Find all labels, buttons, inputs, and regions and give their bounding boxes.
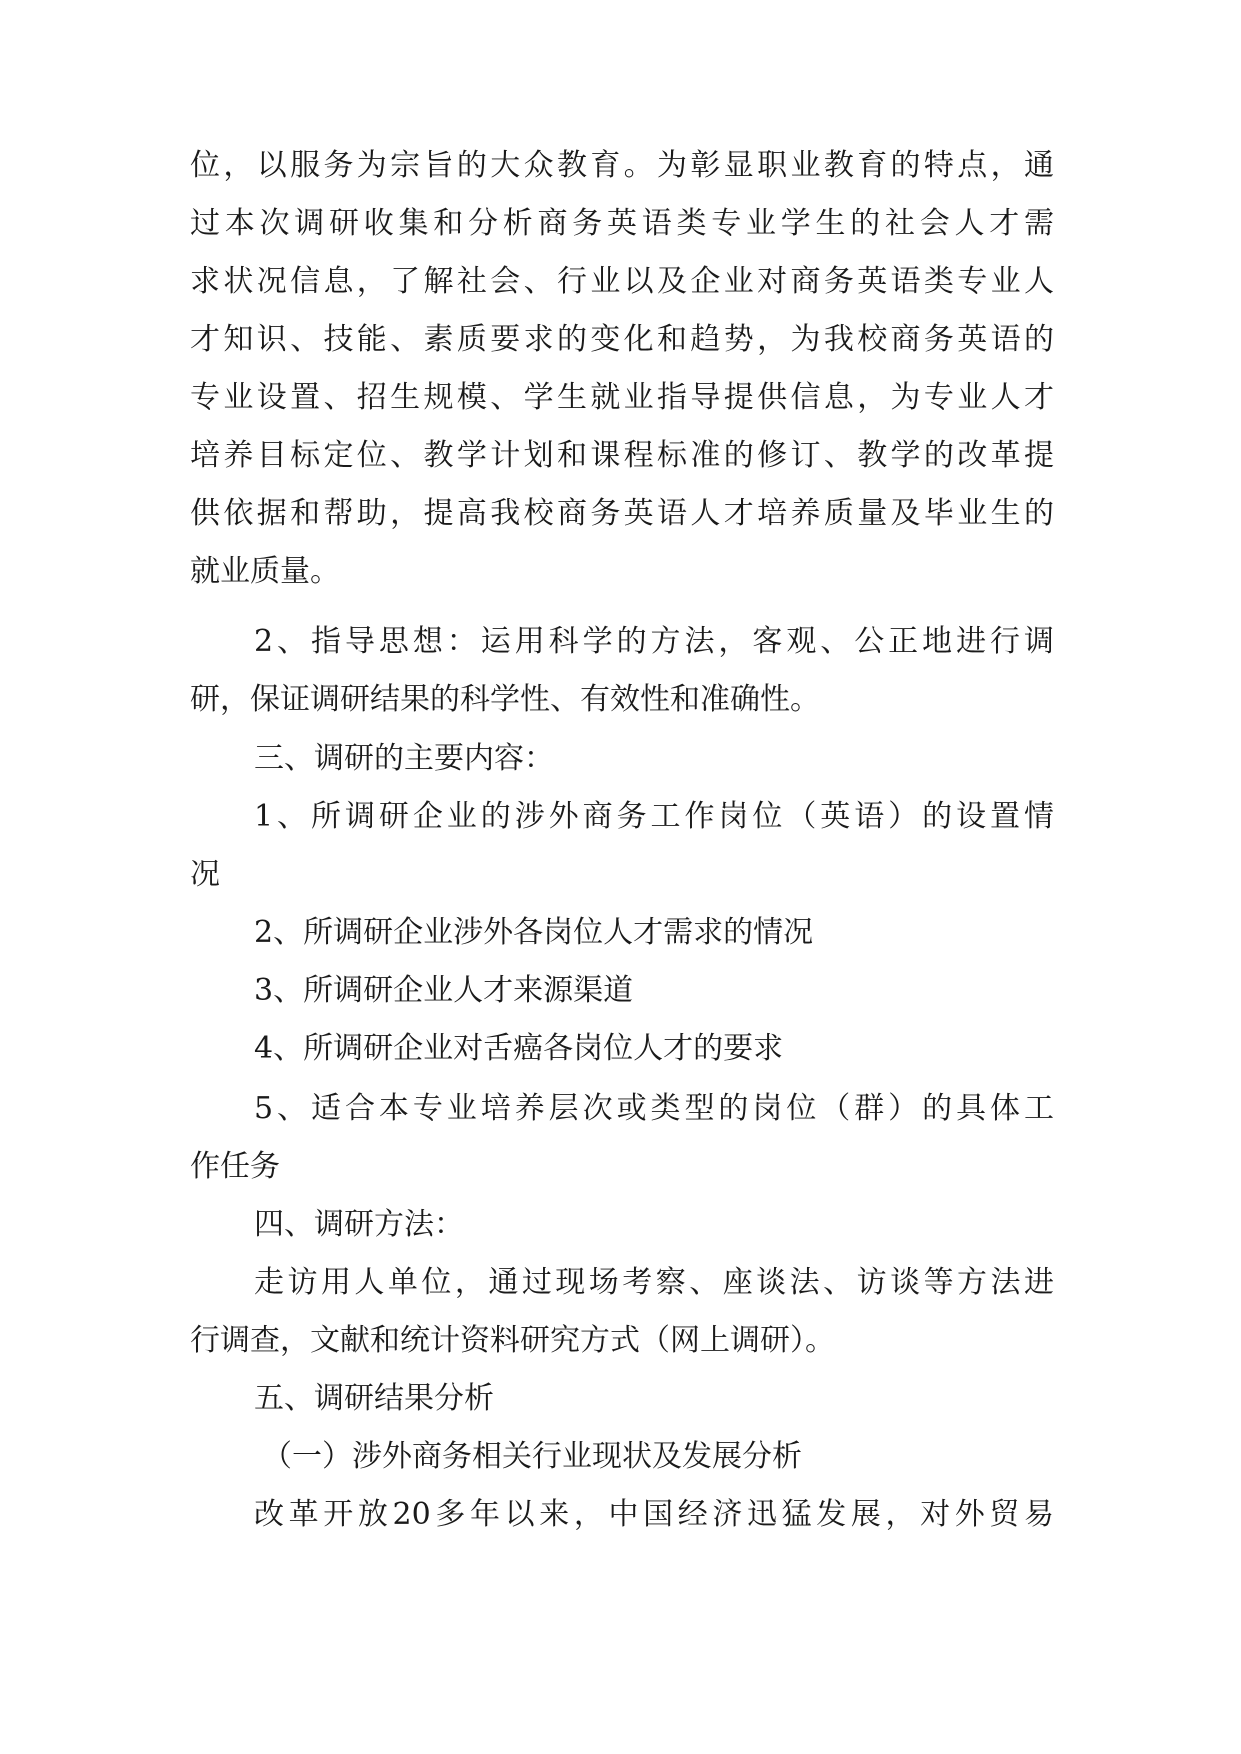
text-line: 作任务 (190, 1149, 280, 1184)
text-line: 况 (190, 857, 220, 892)
text-line: 过本次调研收集和分析商务英语类专业学生的社会人才需 (190, 206, 1054, 241)
text-line: 才知识、技能、素质要求的变化和趋势，为我校商务英语的 (190, 322, 1054, 357)
text-line: 改革开放20多年以来，中国经济迅猛发展，对外贸易 (254, 1497, 1054, 1532)
list-item: 1、所调研企业的涉外商务工作岗位（英语）的设置情 (254, 799, 1054, 834)
text-line: 走访用人单位，通过现场考察、座谈法、访谈等方法进 (254, 1265, 1054, 1300)
section-heading: 四、调研方法： (254, 1207, 464, 1242)
list-item: 4、所调研企业对舌癌各岗位人才的要求 (254, 1031, 784, 1066)
list-item: 2、所调研企业涉外各岗位人才需求的情况 (254, 915, 814, 950)
text-line: 2、指导思想：运用科学的方法，客观、公正地进行调 (254, 624, 1054, 659)
text-line: 培养目标定位、教学计划和课程标准的修订、教学的改革提 (190, 438, 1054, 473)
subsection-heading: （一）涉外商务相关行业现状及发展分析 (262, 1439, 802, 1474)
text-line: 研，保证调研结果的科学性、有效性和准确性。 (190, 682, 820, 717)
text-line: 就业质量。 (190, 554, 340, 589)
text-line: 求状况信息，了解社会、行业以及企业对商务英语类专业人 (190, 264, 1054, 299)
text-line: 供依据和帮助，提高我校商务英语人才培养质量及毕业生的 (190, 496, 1054, 531)
text-line: 专业设置、招生规模、学生就业指导提供信息，为专业人才 (190, 380, 1054, 415)
text-line: 位，以服务为宗旨的大众教育。为彰显职业教育的特点，通 (190, 148, 1054, 183)
section-heading: 三、调研的主要内容： (254, 741, 554, 776)
list-item: 3、所调研企业人才来源渠道 (254, 973, 634, 1008)
text-line: 行调查，文献和统计资料研究方式（网上调研）。 (190, 1323, 835, 1358)
section-heading: 五、调研结果分析 (254, 1381, 494, 1416)
list-item: 5、适合本专业培养层次或类型的岗位（群）的具体工 (254, 1091, 1054, 1126)
